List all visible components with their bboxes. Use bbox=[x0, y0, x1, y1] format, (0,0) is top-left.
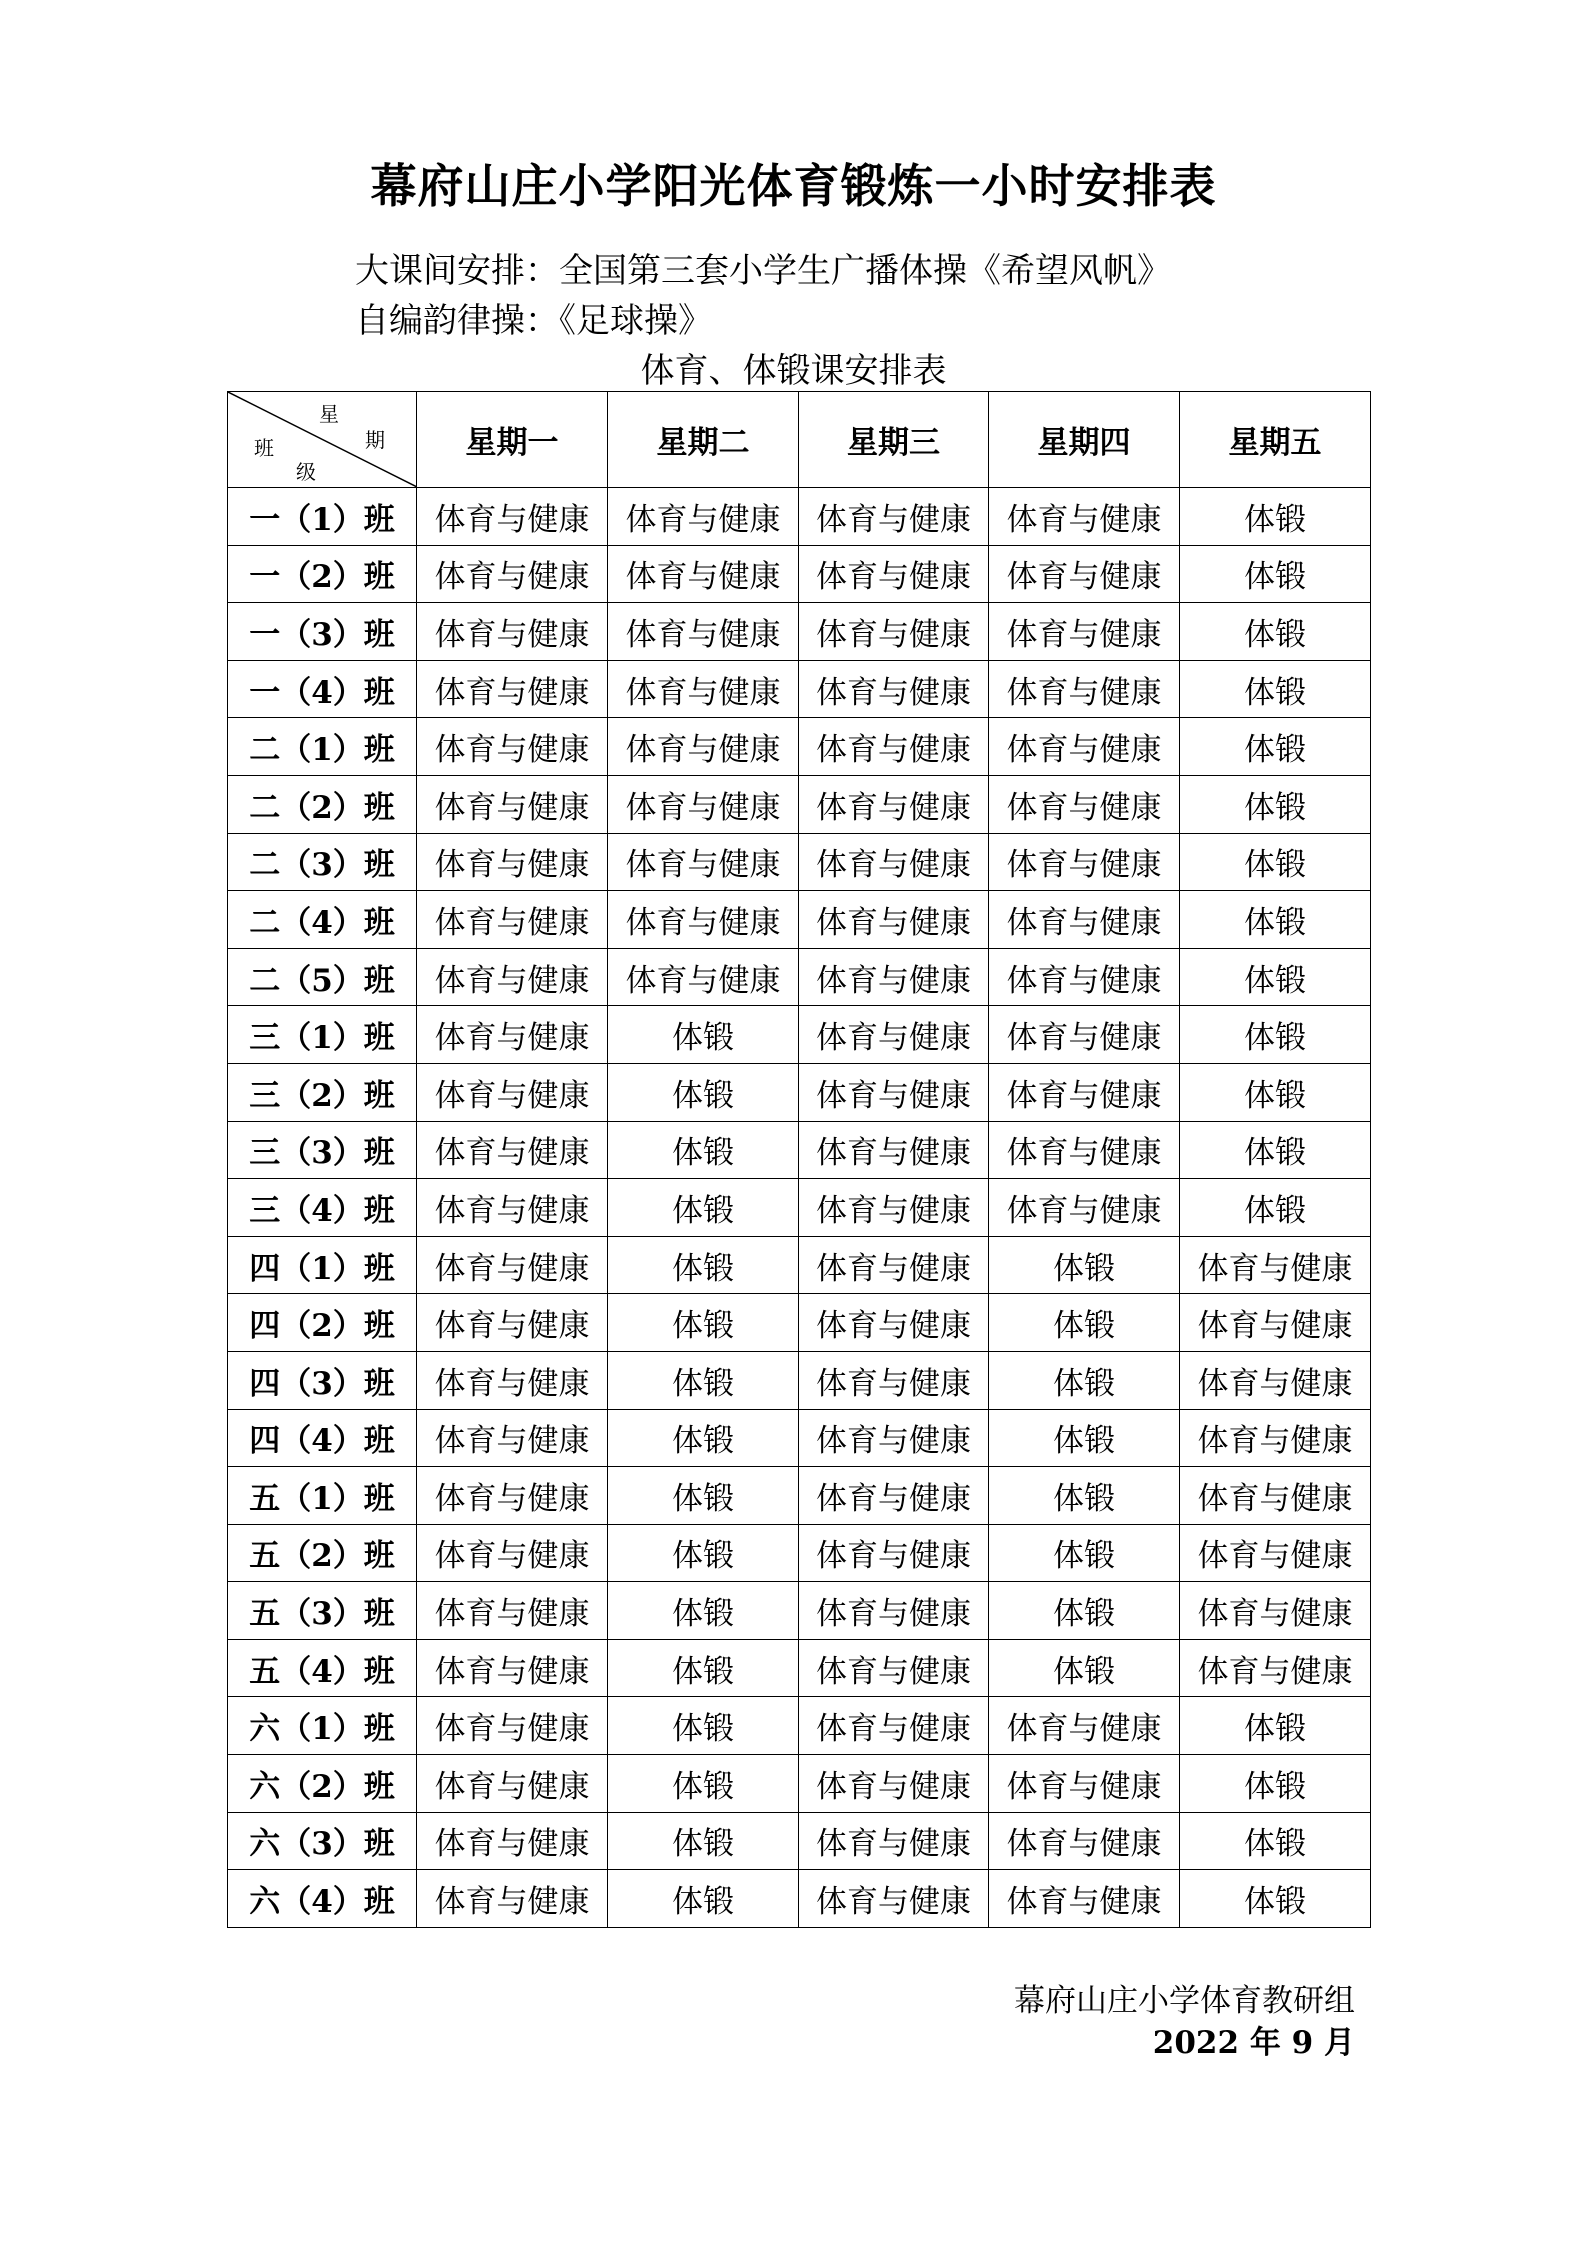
schedule-cell: 体育与健康 bbox=[1180, 1409, 1371, 1467]
schedule-cell: 体锻 bbox=[1180, 1121, 1371, 1179]
class-name-cell: 二（2）班 bbox=[228, 775, 417, 833]
schedule-cell: 体锻 bbox=[608, 1755, 799, 1813]
class-name-cell: 二（1）班 bbox=[228, 718, 417, 776]
schedule-cell: 体育与健康 bbox=[799, 1063, 989, 1121]
class-name-cell: 二（5）班 bbox=[228, 948, 417, 1006]
schedule-cell: 体育与健康 bbox=[608, 891, 799, 949]
table-row bbox=[228, 948, 1371, 1006]
schedule-cell: 体锻 bbox=[1180, 1812, 1371, 1870]
table-row bbox=[228, 1179, 1371, 1237]
table-row bbox=[228, 1006, 1371, 1064]
class-name-cell: 三（4）班 bbox=[228, 1179, 417, 1237]
schedule-cell: 体育与健康 bbox=[799, 1524, 989, 1582]
corner-grade-left: 班 bbox=[254, 436, 274, 460]
class-name-cell: 三（1）班 bbox=[228, 1006, 417, 1064]
table-row bbox=[228, 1582, 1371, 1640]
schedule-cell: 体锻 bbox=[608, 1524, 799, 1582]
table-row bbox=[228, 1294, 1371, 1352]
schedule-cell: 体育与健康 bbox=[417, 1467, 608, 1525]
schedule-cell: 体锻 bbox=[1180, 718, 1371, 776]
schedule-cell: 体育与健康 bbox=[989, 660, 1180, 718]
schedule-cell: 体育与健康 bbox=[989, 948, 1180, 1006]
schedule-cell: 体育与健康 bbox=[608, 488, 799, 546]
schedule-cell: 体育与健康 bbox=[417, 545, 608, 603]
class-name-cell: 六（4）班 bbox=[228, 1870, 417, 1928]
schedule-cell: 体育与健康 bbox=[608, 603, 799, 661]
schedule-cell: 体锻 bbox=[608, 1697, 799, 1755]
header-row bbox=[228, 392, 1371, 488]
schedule-cell: 体锻 bbox=[989, 1236, 1180, 1294]
schedule-cell: 体育与健康 bbox=[799, 1639, 989, 1697]
class-name-cell: 六（3）班 bbox=[228, 1812, 417, 1870]
schedule-cell: 体育与健康 bbox=[989, 1812, 1180, 1870]
schedule-cell: 体育与健康 bbox=[608, 545, 799, 603]
schedule-cell: 体锻 bbox=[989, 1467, 1180, 1525]
table-row bbox=[228, 545, 1371, 603]
class-name-cell: 一（1）班 bbox=[228, 488, 417, 546]
schedule-cell: 体育与健康 bbox=[417, 1179, 608, 1237]
schedule-cell: 体育与健康 bbox=[799, 1351, 989, 1409]
schedule-cell: 体锻 bbox=[608, 1236, 799, 1294]
schedule-cell: 体育与健康 bbox=[417, 1294, 608, 1352]
schedule-table bbox=[227, 391, 1371, 1928]
table-row bbox=[228, 775, 1371, 833]
schedule-cell: 体育与健康 bbox=[417, 660, 608, 718]
schedule-cell: 体育与健康 bbox=[799, 1467, 989, 1525]
class-name-cell: 四（2）班 bbox=[228, 1294, 417, 1352]
schedule-cell: 体育与健康 bbox=[799, 891, 989, 949]
schedule-cell: 体锻 bbox=[608, 1870, 799, 1928]
schedule-cell: 体锻 bbox=[1180, 1755, 1371, 1813]
schedule-cell: 体育与健康 bbox=[989, 545, 1180, 603]
corner-grade-bottom: 级 bbox=[296, 460, 316, 484]
schedule-cell: 体锻 bbox=[989, 1294, 1180, 1352]
schedule-cell: 体锻 bbox=[1180, 775, 1371, 833]
schedule-cell: 体锻 bbox=[1180, 660, 1371, 718]
schedule-cell: 体育与健康 bbox=[1180, 1467, 1371, 1525]
schedule-cell: 体锻 bbox=[1180, 1179, 1371, 1237]
schedule-cell: 体锻 bbox=[1180, 603, 1371, 661]
schedule-cell: 体锻 bbox=[989, 1409, 1180, 1467]
schedule-cell: 体育与健康 bbox=[799, 1236, 989, 1294]
day-header-3: 星期三 bbox=[799, 392, 989, 488]
schedule-cell: 体锻 bbox=[608, 1351, 799, 1409]
schedule-cell: 体锻 bbox=[989, 1351, 1180, 1409]
schedule-cell: 体育与健康 bbox=[417, 718, 608, 776]
schedule-cell: 体育与健康 bbox=[799, 775, 989, 833]
schedule-cell: 体育与健康 bbox=[799, 1294, 989, 1352]
schedule-cell: 体育与健康 bbox=[989, 833, 1180, 891]
schedule-cell: 体育与健康 bbox=[1180, 1582, 1371, 1640]
schedule-cell: 体锻 bbox=[608, 1812, 799, 1870]
schedule-body bbox=[228, 488, 1371, 1928]
schedule-cell: 体育与健康 bbox=[1180, 1294, 1371, 1352]
day-header-2: 星期二 bbox=[608, 392, 799, 488]
table-row bbox=[228, 833, 1371, 891]
schedule-cell: 体育与健康 bbox=[799, 603, 989, 661]
schedule-cell: 体育与健康 bbox=[417, 1524, 608, 1582]
class-name-cell: 四（3）班 bbox=[228, 1351, 417, 1409]
schedule-cell: 体育与健康 bbox=[799, 660, 989, 718]
class-name-cell: 四（4）班 bbox=[228, 1409, 417, 1467]
schedule-cell: 体育与健康 bbox=[417, 603, 608, 661]
schedule-cell: 体育与健康 bbox=[799, 718, 989, 776]
table-row bbox=[228, 1121, 1371, 1179]
class-name-cell: 一（2）班 bbox=[228, 545, 417, 603]
schedule-cell: 体育与健康 bbox=[989, 1006, 1180, 1064]
schedule-cell: 体育与健康 bbox=[608, 718, 799, 776]
table-row bbox=[228, 718, 1371, 776]
schedule-cell: 体育与健康 bbox=[799, 1812, 989, 1870]
rhythm-exercise: 自编韵律操：《足球操》 bbox=[355, 301, 712, 341]
schedule-cell: 体育与健康 bbox=[799, 833, 989, 891]
class-name-cell: 六（1）班 bbox=[228, 1697, 417, 1755]
table-row bbox=[228, 488, 1371, 546]
schedule-cell: 体育与健康 bbox=[799, 1121, 989, 1179]
schedule-cell: 体育与健康 bbox=[417, 1236, 608, 1294]
schedule-cell: 体育与健康 bbox=[608, 833, 799, 891]
schedule-cell: 体育与健康 bbox=[989, 1179, 1180, 1237]
footer-date: 2022 年 9 月 bbox=[1152, 2025, 1355, 2061]
schedule-cell: 体锻 bbox=[1180, 1870, 1371, 1928]
schedule-cell: 体育与健康 bbox=[799, 1006, 989, 1064]
schedule-cell: 体育与健康 bbox=[417, 1063, 608, 1121]
schedule-cell: 体育与健康 bbox=[1180, 1351, 1371, 1409]
schedule-cell: 体育与健康 bbox=[989, 1121, 1180, 1179]
schedule-cell: 体锻 bbox=[608, 1179, 799, 1237]
schedule-cell: 体锻 bbox=[608, 1063, 799, 1121]
schedule-cell: 体育与健康 bbox=[417, 891, 608, 949]
table-row bbox=[228, 1697, 1371, 1755]
schedule-cell: 体育与健康 bbox=[989, 488, 1180, 546]
class-name-cell: 三（3）班 bbox=[228, 1121, 417, 1179]
schedule-cell: 体锻 bbox=[989, 1582, 1180, 1640]
schedule-cell: 体育与健康 bbox=[417, 1006, 608, 1064]
schedule-cell: 体锻 bbox=[1180, 948, 1371, 1006]
table-row bbox=[228, 1236, 1371, 1294]
schedule-cell: 体锻 bbox=[608, 1409, 799, 1467]
schedule-cell: 体锻 bbox=[1180, 545, 1371, 603]
schedule-cell: 体育与健康 bbox=[989, 1870, 1180, 1928]
schedule-cell: 体育与健康 bbox=[799, 1697, 989, 1755]
class-name-cell: 六（2）班 bbox=[228, 1755, 417, 1813]
class-name-cell: 五（2）班 bbox=[228, 1524, 417, 1582]
footer-org: 幕府山庄小学体育教研组 bbox=[1014, 1983, 1355, 2019]
schedule-cell: 体育与健康 bbox=[989, 603, 1180, 661]
class-name-cell: 五（1）班 bbox=[228, 1467, 417, 1525]
schedule-cell: 体锻 bbox=[608, 1294, 799, 1352]
schedule-cell: 体育与健康 bbox=[608, 775, 799, 833]
class-name-cell: 四（1）班 bbox=[228, 1236, 417, 1294]
schedule-cell: 体育与健康 bbox=[417, 1582, 608, 1640]
table-title: 体育、体锻课安排表 bbox=[640, 351, 947, 391]
schedule-cell: 体锻 bbox=[1180, 488, 1371, 546]
schedule-cell: 体育与健康 bbox=[799, 948, 989, 1006]
schedule-cell: 体育与健康 bbox=[417, 1639, 608, 1697]
corner-week-bottom: 期 bbox=[365, 428, 385, 452]
schedule-cell: 体育与健康 bbox=[989, 775, 1180, 833]
table-row bbox=[228, 1351, 1371, 1409]
class-name-cell: 五（3）班 bbox=[228, 1582, 417, 1640]
schedule-cell: 体育与健康 bbox=[417, 488, 608, 546]
schedule-cell: 体育与健康 bbox=[1180, 1639, 1371, 1697]
table-row bbox=[228, 1812, 1371, 1870]
schedule-cell: 体育与健康 bbox=[608, 948, 799, 1006]
table-row bbox=[228, 1755, 1371, 1813]
schedule-cell: 体育与健康 bbox=[417, 948, 608, 1006]
class-name-cell: 二（3）班 bbox=[228, 833, 417, 891]
schedule-cell: 体锻 bbox=[1180, 833, 1371, 891]
class-name-cell: 一（3）班 bbox=[228, 603, 417, 661]
schedule-cell: 体育与健康 bbox=[417, 1870, 608, 1928]
class-name-cell: 三（2）班 bbox=[228, 1063, 417, 1121]
schedule-cell: 体育与健康 bbox=[989, 1697, 1180, 1755]
schedule-cell: 体锻 bbox=[608, 1121, 799, 1179]
schedule-cell: 体育与健康 bbox=[417, 1351, 608, 1409]
day-header-1: 星期一 bbox=[417, 392, 608, 488]
schedule-cell: 体育与健康 bbox=[989, 1755, 1180, 1813]
schedule-cell: 体育与健康 bbox=[799, 1582, 989, 1640]
class-name-cell: 二（4）班 bbox=[228, 891, 417, 949]
day-header-4: 星期四 bbox=[989, 392, 1180, 488]
class-name-cell: 五（4）班 bbox=[228, 1639, 417, 1697]
table-row bbox=[228, 603, 1371, 661]
schedule-cell: 体育与健康 bbox=[417, 1755, 608, 1813]
schedule-cell: 体锻 bbox=[608, 1639, 799, 1697]
schedule-cell: 体育与健康 bbox=[989, 718, 1180, 776]
class-name-cell: 一（4）班 bbox=[228, 660, 417, 718]
schedule-cell: 体育与健康 bbox=[417, 1812, 608, 1870]
recess-arrangement: 大课间安排：全国第三套小学生广播体操《希望风帆》 bbox=[355, 251, 1171, 291]
table-row bbox=[228, 1639, 1371, 1697]
schedule-cell: 体育与健康 bbox=[799, 1179, 989, 1237]
schedule-cell: 体育与健康 bbox=[799, 1870, 989, 1928]
page-title: 幕府山庄小学阳光体育锻炼一小时安排表 bbox=[370, 159, 1217, 213]
schedule-cell: 体育与健康 bbox=[989, 1063, 1180, 1121]
table-row bbox=[228, 1524, 1371, 1582]
schedule-cell: 体育与健康 bbox=[799, 488, 989, 546]
schedule-cell: 体育与健康 bbox=[417, 833, 608, 891]
table-row bbox=[228, 1409, 1371, 1467]
schedule-cell: 体育与健康 bbox=[799, 545, 989, 603]
schedule-cell: 体育与健康 bbox=[417, 1409, 608, 1467]
schedule-cell: 体育与健康 bbox=[799, 1755, 989, 1813]
schedule-cell: 体锻 bbox=[1180, 1006, 1371, 1064]
schedule-cell: 体育与健康 bbox=[989, 891, 1180, 949]
schedule-cell: 体育与健康 bbox=[417, 1697, 608, 1755]
schedule-cell: 体育与健康 bbox=[417, 775, 608, 833]
table-row bbox=[228, 1870, 1371, 1928]
schedule-cell: 体锻 bbox=[608, 1006, 799, 1064]
corner-week-top: 星 bbox=[319, 402, 339, 426]
schedule-cell: 体育与健康 bbox=[1180, 1236, 1371, 1294]
table-row bbox=[228, 1467, 1371, 1525]
schedule-cell: 体锻 bbox=[1180, 891, 1371, 949]
corner-header-cell bbox=[228, 392, 417, 488]
schedule-cell: 体育与健康 bbox=[417, 1121, 608, 1179]
schedule-cell: 体育与健康 bbox=[799, 1409, 989, 1467]
schedule-cell: 体锻 bbox=[989, 1524, 1180, 1582]
schedule-cell: 体育与健康 bbox=[1180, 1524, 1371, 1582]
schedule-cell: 体锻 bbox=[989, 1639, 1180, 1697]
schedule-cell: 体育与健康 bbox=[608, 660, 799, 718]
schedule-cell: 体锻 bbox=[608, 1467, 799, 1525]
table-row bbox=[228, 891, 1371, 949]
table-row bbox=[228, 1063, 1371, 1121]
schedule-cell: 体锻 bbox=[1180, 1063, 1371, 1121]
schedule-cell: 体锻 bbox=[608, 1582, 799, 1640]
table-row bbox=[228, 660, 1371, 718]
day-header-5: 星期五 bbox=[1180, 392, 1371, 488]
schedule-cell: 体锻 bbox=[1180, 1697, 1371, 1755]
